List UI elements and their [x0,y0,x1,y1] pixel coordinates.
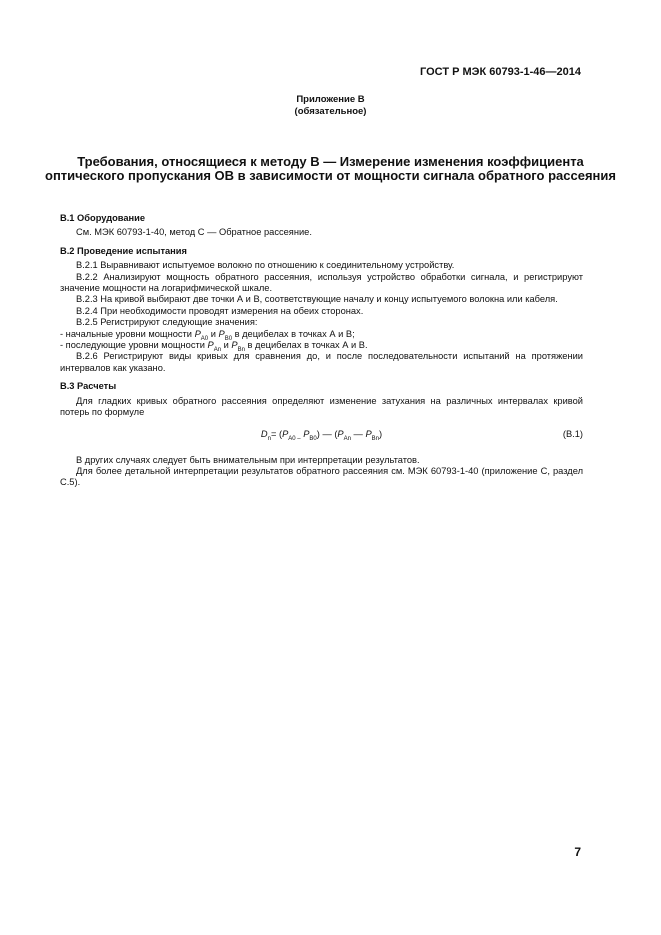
formula-expression: $D_n= (P_{A0 -}$ $P_{B0}$) — ($P_{An}$ — $P_{Bn}$) [260,428,383,442]
paragraph: В.2.4 При необходимости проводят измерения на обеих сторонах. [76,305,364,316]
formula [60,429,583,443]
paragraph: В.2.2 Анализируют мощность обратного рассеяния, используя устройство обработки сигнала, и регистрируют значение мощности на логарифмической шкале. [60,271,583,294]
section-heading: В.3 Расчеты [60,381,117,392]
annex-block [0,94,661,118]
paragraph: Для более детальной интерпретации результатов обратного рассеяния см. МЭК 60793-1-40 (приложение С, раздел С.5). [60,465,583,488]
section-heading: В.2 Проведение испытания [60,245,187,256]
paragraph: В других случаях следует быть внимательным при интерпретации результатов. [76,454,420,465]
section-heading: В.1 Оборудование [60,213,146,223]
annex-status: (обязательное) [294,106,367,117]
document-body [60,209,583,489]
page-number: 7 [574,845,581,859]
paragraph: В.2.5 Регистрируют следующие значения: [76,317,258,328]
list-item: - начальные уровни мощности $P_{A0}$ и $P_{B0}$ в децибелах в точках А и В; [60,328,355,342]
paragraph: В.2.3 На кривой выбирают две точки А и В, соответствующие началу и концу испытуемого волокна или кабеля. [76,294,558,305]
paragraph: В.2.1 Выравнивают испытуемое волокно по отношению к соединительному устройству. [76,260,455,271]
paragraph: В.2.6 Регистрируют виды кривых для сравнения до, и после последовательности испытаний на протяжении интервалов как указано. [60,351,583,373]
document-title: Требования, относящиеся к методу В — Измерение изменения коэффициента оптического пропускания ОВ в зависимости от мощности сигнала обратного рассеяния [45,154,616,183]
document-header: ГОСТ Р МЭК 60793-1-46—2014 [420,66,581,78]
annex-title: Приложение В [296,94,365,105]
list-item: - последующие уровни мощности $P_{An}$ и $P_{Bn}$ в децибелах в точках А и В. [60,340,368,353]
paragraph: Для гладких кривых обратного рассеяния определяют изменение затухания на различных интервалах кривой потерь по формуле [60,395,583,418]
formula-number: (В.1) [562,428,583,439]
paragraph: См. МЭК 60793-1-40, метод С — Обратное рассеяние. [76,227,312,238]
